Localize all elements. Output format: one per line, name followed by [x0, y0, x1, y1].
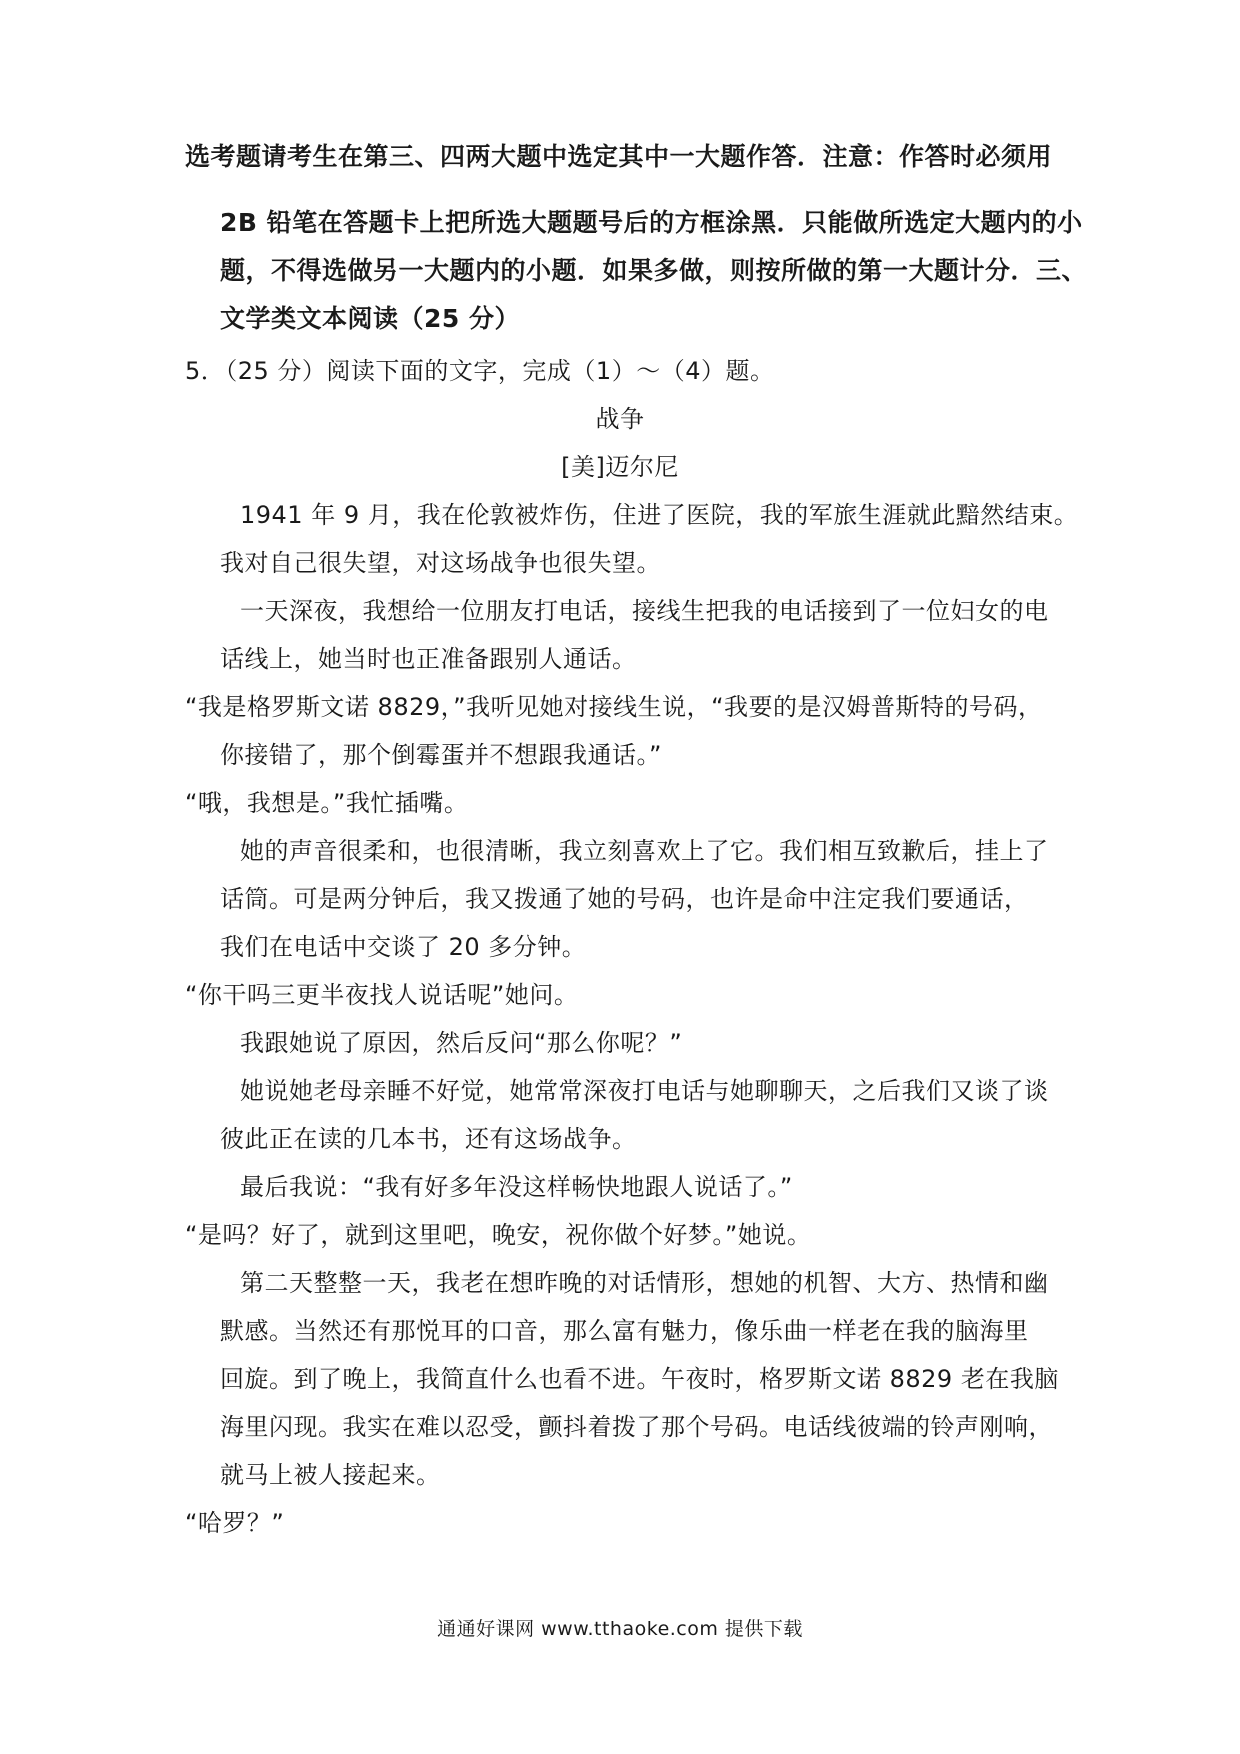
paragraph-line: 海里闪现。我实在难以忍受，颤抖着拨了那个号码。电话线彼端的铃声刚响，	[220, 1413, 1053, 1441]
paragraph-line: 彼此正在读的几本书，还有这场战争。	[220, 1125, 637, 1153]
paragraph-line: “哈罗？”	[185, 1509, 285, 1537]
paragraph-line: 默感。当然还有那悦耳的口音，那么富有魅力，像乐曲一样老在我的脑海里	[220, 1317, 1029, 1345]
paragraph-line: “哦，我想是。”我忙插嘴。	[185, 789, 469, 817]
paragraph-line: “是吗？好了，就到这里吧，晚安，祝你做个好梦。”她说。	[185, 1221, 812, 1249]
paragraph-line: 最后我说：“我有好多年没这样畅快地跟人说话了。”	[240, 1173, 793, 1201]
paragraph-line: 就马上被人接起来。	[220, 1461, 441, 1489]
notice-line: 文学类文本阅读（25 分）	[220, 304, 520, 333]
page-footer: 通通好课网 www.tthaoke.com 提供下载	[437, 1618, 803, 1640]
paragraph-line: 1941 年 9 月，我在伦敦被炸伤，住进了医院，我的军旅生涯就此黯然结束。	[240, 501, 1079, 529]
paragraph-line: 她的声音很柔和，也很清晰，我立刻喜欢上了它。我们相互致歉后，挂上了	[240, 837, 1049, 865]
paragraph-line: 我们在电话中交谈了 20 多分钟。	[220, 933, 587, 961]
paragraph-line: 她说她老母亲睡不好觉，她常常深夜打电话与她聊聊天，之后我们又谈了谈	[240, 1077, 1049, 1105]
notice-line: 选考题请考生在第三、四两大题中选定其中一大题作答．注意：作答时必须用	[185, 142, 1053, 171]
paragraph-line: 第二天整整一天，我老在想昨晚的对话情形，想她的机智、大方、热情和幽	[240, 1269, 1049, 1297]
paragraph-line: 话筒。可是两分钟后，我又拨通了她的号码，也许是命中注定我们要通话，	[220, 885, 1029, 913]
paragraph-line: 话线上，她当时也正准备跟别人通话。	[220, 645, 637, 673]
notice-line: 题，不得选做另一大题内的小题．如果多做，则按所做的第一大题计分．三、	[220, 256, 1088, 285]
paragraph-line: 你接错了，那个倒霉蛋并不想跟我通话。”	[220, 741, 662, 769]
paragraph-line: “我是格罗斯文诺 8829，”我听见她对接线生说，“我要的是汉姆普斯特的号码，	[185, 693, 1043, 721]
paragraph-line: 一天深夜，我想给一位朋友打电话，接线生把我的电话接到了一位妇女的电	[240, 597, 1049, 625]
article-title: 战争	[595, 405, 645, 433]
paragraph-line: 我跟她说了原因，然后反问“那么你呢？”	[240, 1029, 683, 1057]
notice-line: 2B 铅笔在答题卡上把所选大题题号后的方框涂黑．只能做所选定大题内的小	[220, 208, 1083, 237]
article-author: [美]迈尔尼	[561, 453, 679, 481]
paragraph-line: 回旋。到了晚上，我简直什么也看不进。午夜时，格罗斯文诺 8829 老在我脑	[220, 1365, 1059, 1393]
paragraph-line: 我对自己很失望，对这场战争也很失望。	[220, 549, 661, 577]
question-prompt: 5．（25 分）阅读下面的文字，完成（1）～（4）题。	[185, 357, 775, 385]
paragraph-line: “你干吗三更半夜找人说话呢”她问。	[185, 981, 579, 1009]
